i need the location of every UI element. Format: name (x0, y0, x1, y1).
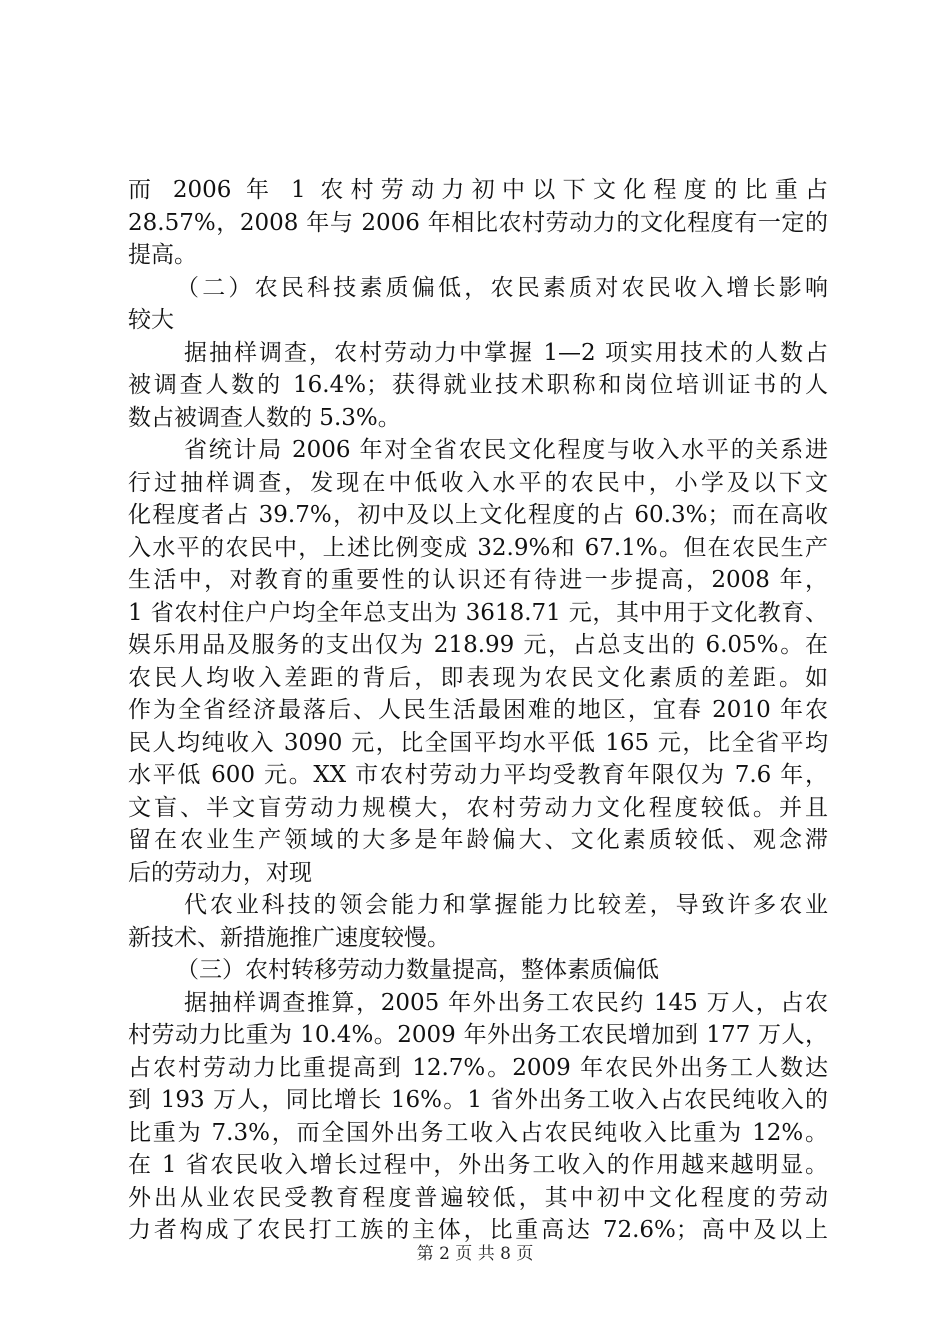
text-line: 28.57%，2008 年与 2006 年相比农村劳动力的文化程度有一定的 (128, 209, 828, 236)
text-line: 1 省农村住户户均全年总支出为 3618.71 元，其中用于文化教育、 (128, 599, 828, 626)
text-line: 代农业科技的领会能力和掌握能力比较差，导致许多农业 (184, 892, 828, 918)
text-line: 被调查人数的 16.4%；获得就业技术职称和岗位培训证书的人 (128, 372, 828, 398)
text-line: 数占被调查人数的 5.3%。 (128, 404, 401, 431)
text-line: 行过抽样调查，发现在中低收入水平的农民中，小学及以下文 (128, 469, 828, 496)
text-line: 在 1 省农民收入增长过程中，外出务工收入的作用越来越明显。 (128, 1152, 828, 1178)
text-line: 省统计局 2006 年对全省农民文化程度与收入水平的关系进 (184, 437, 828, 463)
text-line: 作为全省经济最落后、人民生活最困难的地区，宜春 2010 年农 (128, 697, 828, 723)
text-line: 较大 (128, 307, 174, 333)
text-line: 而 2006 年 1 农村劳动力初中以下文化程度的比重占 (128, 177, 828, 203)
text-line: 村劳动力比重为 10.4%。2009 年外出务工农民增加到 177 万人， (128, 1022, 828, 1048)
text-line: 民人均纯收入 3090 元，比全国平均水平低 165 元，比全省平均 (128, 729, 828, 756)
text-line: 据抽样调查，农村劳动力中掌握 1—2 项实用技术的人数占 (184, 339, 828, 366)
text-line: 入水平的农民中，上述比例变成 32.9%和 67.1%。但在农民生产 (128, 534, 828, 561)
text-line: 新技术、新措施推广速度较慢。 (128, 924, 450, 951)
page-footer: 第 2 页 共 8 页 (416, 1244, 534, 1264)
text-line: 外出从业农民受教育程度普遍较低，其中初中文化程度的劳动 (128, 1184, 828, 1211)
document-body (128, 174, 828, 1247)
text-line: （二）农民科技素质偏低，农民素质对农民收入增长影响 (176, 274, 828, 301)
text-line: 后的劳动力，对现 (128, 859, 312, 886)
text-line: 力者构成了农民打工族的主体，比重高达 72.6%；高中及以上 (128, 1217, 828, 1243)
text-line: 比重为 7.3%，而全国外出务工收入占农民纯收入比重为 12%。 (128, 1119, 828, 1146)
text-line: 留在农业生产领域的大多是年龄偏大、文化素质较低、观念滞 (128, 827, 828, 853)
text-line: 文盲、半文盲劳动力规模大，农村劳动力文化程度较低。并且 (128, 794, 828, 821)
text-line: 水平低 600 元。XX 市农村劳动力平均受教育年限仅为 7.6 年， (128, 762, 828, 788)
text-line: 生活中，对教育的重要性的认识还有待进一步提高，2008 年， (128, 567, 828, 593)
text-line: 占农村劳动力比重提高到 12.7%。2009 年农民外出务工人数达 (128, 1054, 828, 1081)
text-line: 化程度者占 39.7%，初中及以上文化程度的占 60.3%；而在高收 (128, 502, 828, 528)
text-line: 提高。 (128, 242, 197, 268)
text-line: 娱乐用品及服务的支出仅为 218.99 元，占总支出的 6.05%。在 (128, 632, 828, 658)
text-line: （三）农村转移劳动力数量提高，整体素质偏低 (176, 957, 659, 983)
text-line: 据抽样调查推算，2005 年外出务工农民约 145 万人，占农 (184, 989, 828, 1016)
text-line: 到 193 万人，同比增长 16%。1 省外出务工收入占农民纯收入的 (128, 1087, 828, 1113)
text-line: 农民人均收入差距的背后，即表现为农民文化素质的差距。如 (128, 664, 828, 691)
